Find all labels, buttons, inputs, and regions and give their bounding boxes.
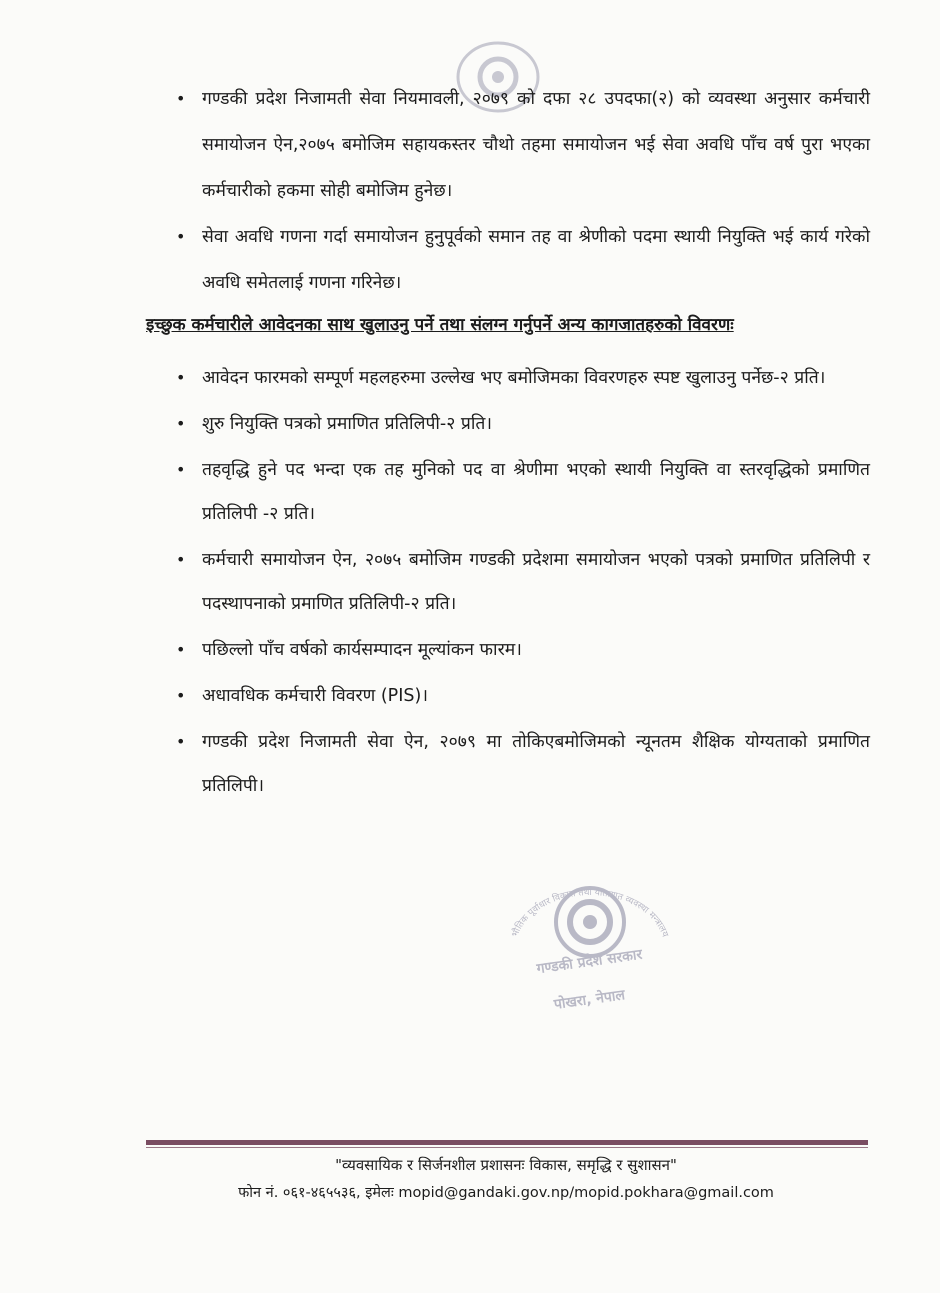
- footer-divider: [146, 1140, 868, 1145]
- list-item: • आवेदन फारमको सम्पूर्ण महलहरुमा उल्लेख भए बमोजिमका विवरणहरु स्पष्ट खुलाउनु पर्नेछ-२ प्रति।: [176, 356, 870, 400]
- office-seal-stamp: [490, 870, 690, 1020]
- stamp-government-text: गण्डकी प्रदेश सरकार: [535, 946, 644, 978]
- bullet-icon: •: [176, 550, 186, 569]
- bullet-icon: •: [176, 89, 186, 108]
- list-item: • गण्डकी प्रदेश निजामती सेवा ऐन, २०७९ मा तोकिएबमोजिमको न्यूनतम शैक्षिक योग्यताको प्रमाणित प्रतिलिपी।: [176, 720, 870, 808]
- list-item: • सेवा अवधि गणना गर्दा समायोजन हुनुपूर्वको समान तह वा श्रेणीको पदमा स्थायी नियुक्ति भई कार्य गरेको अवधि समेतलाई गणना गरिनेछ।: [176, 214, 870, 306]
- bullet-icon: •: [176, 368, 186, 387]
- list-item: • तहवृद्धि हुने पद भन्दा एक तह मुनिको पद वा श्रेणीमा भएको स्थायी नियुक्ति वा स्तरवृद्धिको प्रमाणित प्रतिलिपी -२ प्रति।: [176, 448, 870, 536]
- required-documents-list: [176, 356, 870, 810]
- list-item: • पछिल्लो पाँच वर्षको कार्यसम्पादन मूल्यांकन फारम।: [176, 628, 870, 672]
- bullet-icon: •: [176, 227, 186, 246]
- bullet-icon: •: [176, 640, 186, 659]
- footer-slogan: "व्यवसायिक र सिर्जनशील प्रशासनः विकास, समृद्धि र सुशासन": [335, 1156, 677, 1174]
- list-item: • अधावधिक कर्मचारी विवरण (PIS)।: [176, 674, 870, 718]
- bullet-icon: •: [176, 686, 186, 705]
- stamp-ministry-text: भौतिक पूर्वाधार विकास तथा यातायात व्यवस्था मन्त्रालय: [510, 887, 670, 939]
- eligibility-list: [176, 76, 870, 306]
- footer-divider-thin: [146, 1147, 868, 1148]
- stamp-location-text: पोखरा, नेपाल: [552, 987, 626, 1013]
- footer-contact: फोन नं. ०६१-४६५५३६, इमेलः mopid@gandaki.gov.np/mopid.pokhara@gmail.com: [238, 1185, 774, 1201]
- list-item: • शुरु नियुक्ति पत्रको प्रमाणित प्रतिलिपी-२ प्रति।: [176, 402, 870, 446]
- documents-heading: इच्छुक कर्मचारीले आवेदनका साथ खुलाउनु पर्ने तथा संलग्न गर्नुपर्ने अन्य कागजातहरुको विवरणः: [146, 315, 734, 335]
- bullet-icon: •: [176, 460, 186, 479]
- list-item: • कर्मचारी समायोजन ऐन, २०७५ बमोजिम गण्डकी प्रदेशमा समायोजन भएको पत्रको प्रमाणित प्रतिलिपी र पदस्थापनाको प्रमाणित प्रतिलिपी-२ प्रति।: [176, 538, 870, 626]
- list-item: • गण्डकी प्रदेश निजामती सेवा नियमावली, २०७९ को दफा २८ उपदफा(२) को व्यवस्था अनुसार कर्मचारी समायोजन ऐन,२०७५ बमोजिम सहायकस्तर चौथो तहमा समायोजन भई सेवा अवधि पाँच वर्ष पुरा भएका कर्मचारीको हकमा सोही बमोजिम हुनेछ।: [176, 76, 870, 214]
- bullet-icon: •: [176, 732, 186, 751]
- bullet-icon: •: [176, 414, 186, 433]
- svg-text:भौतिक पूर्वाधार विकास तथा याता: [508, 888, 669, 939]
